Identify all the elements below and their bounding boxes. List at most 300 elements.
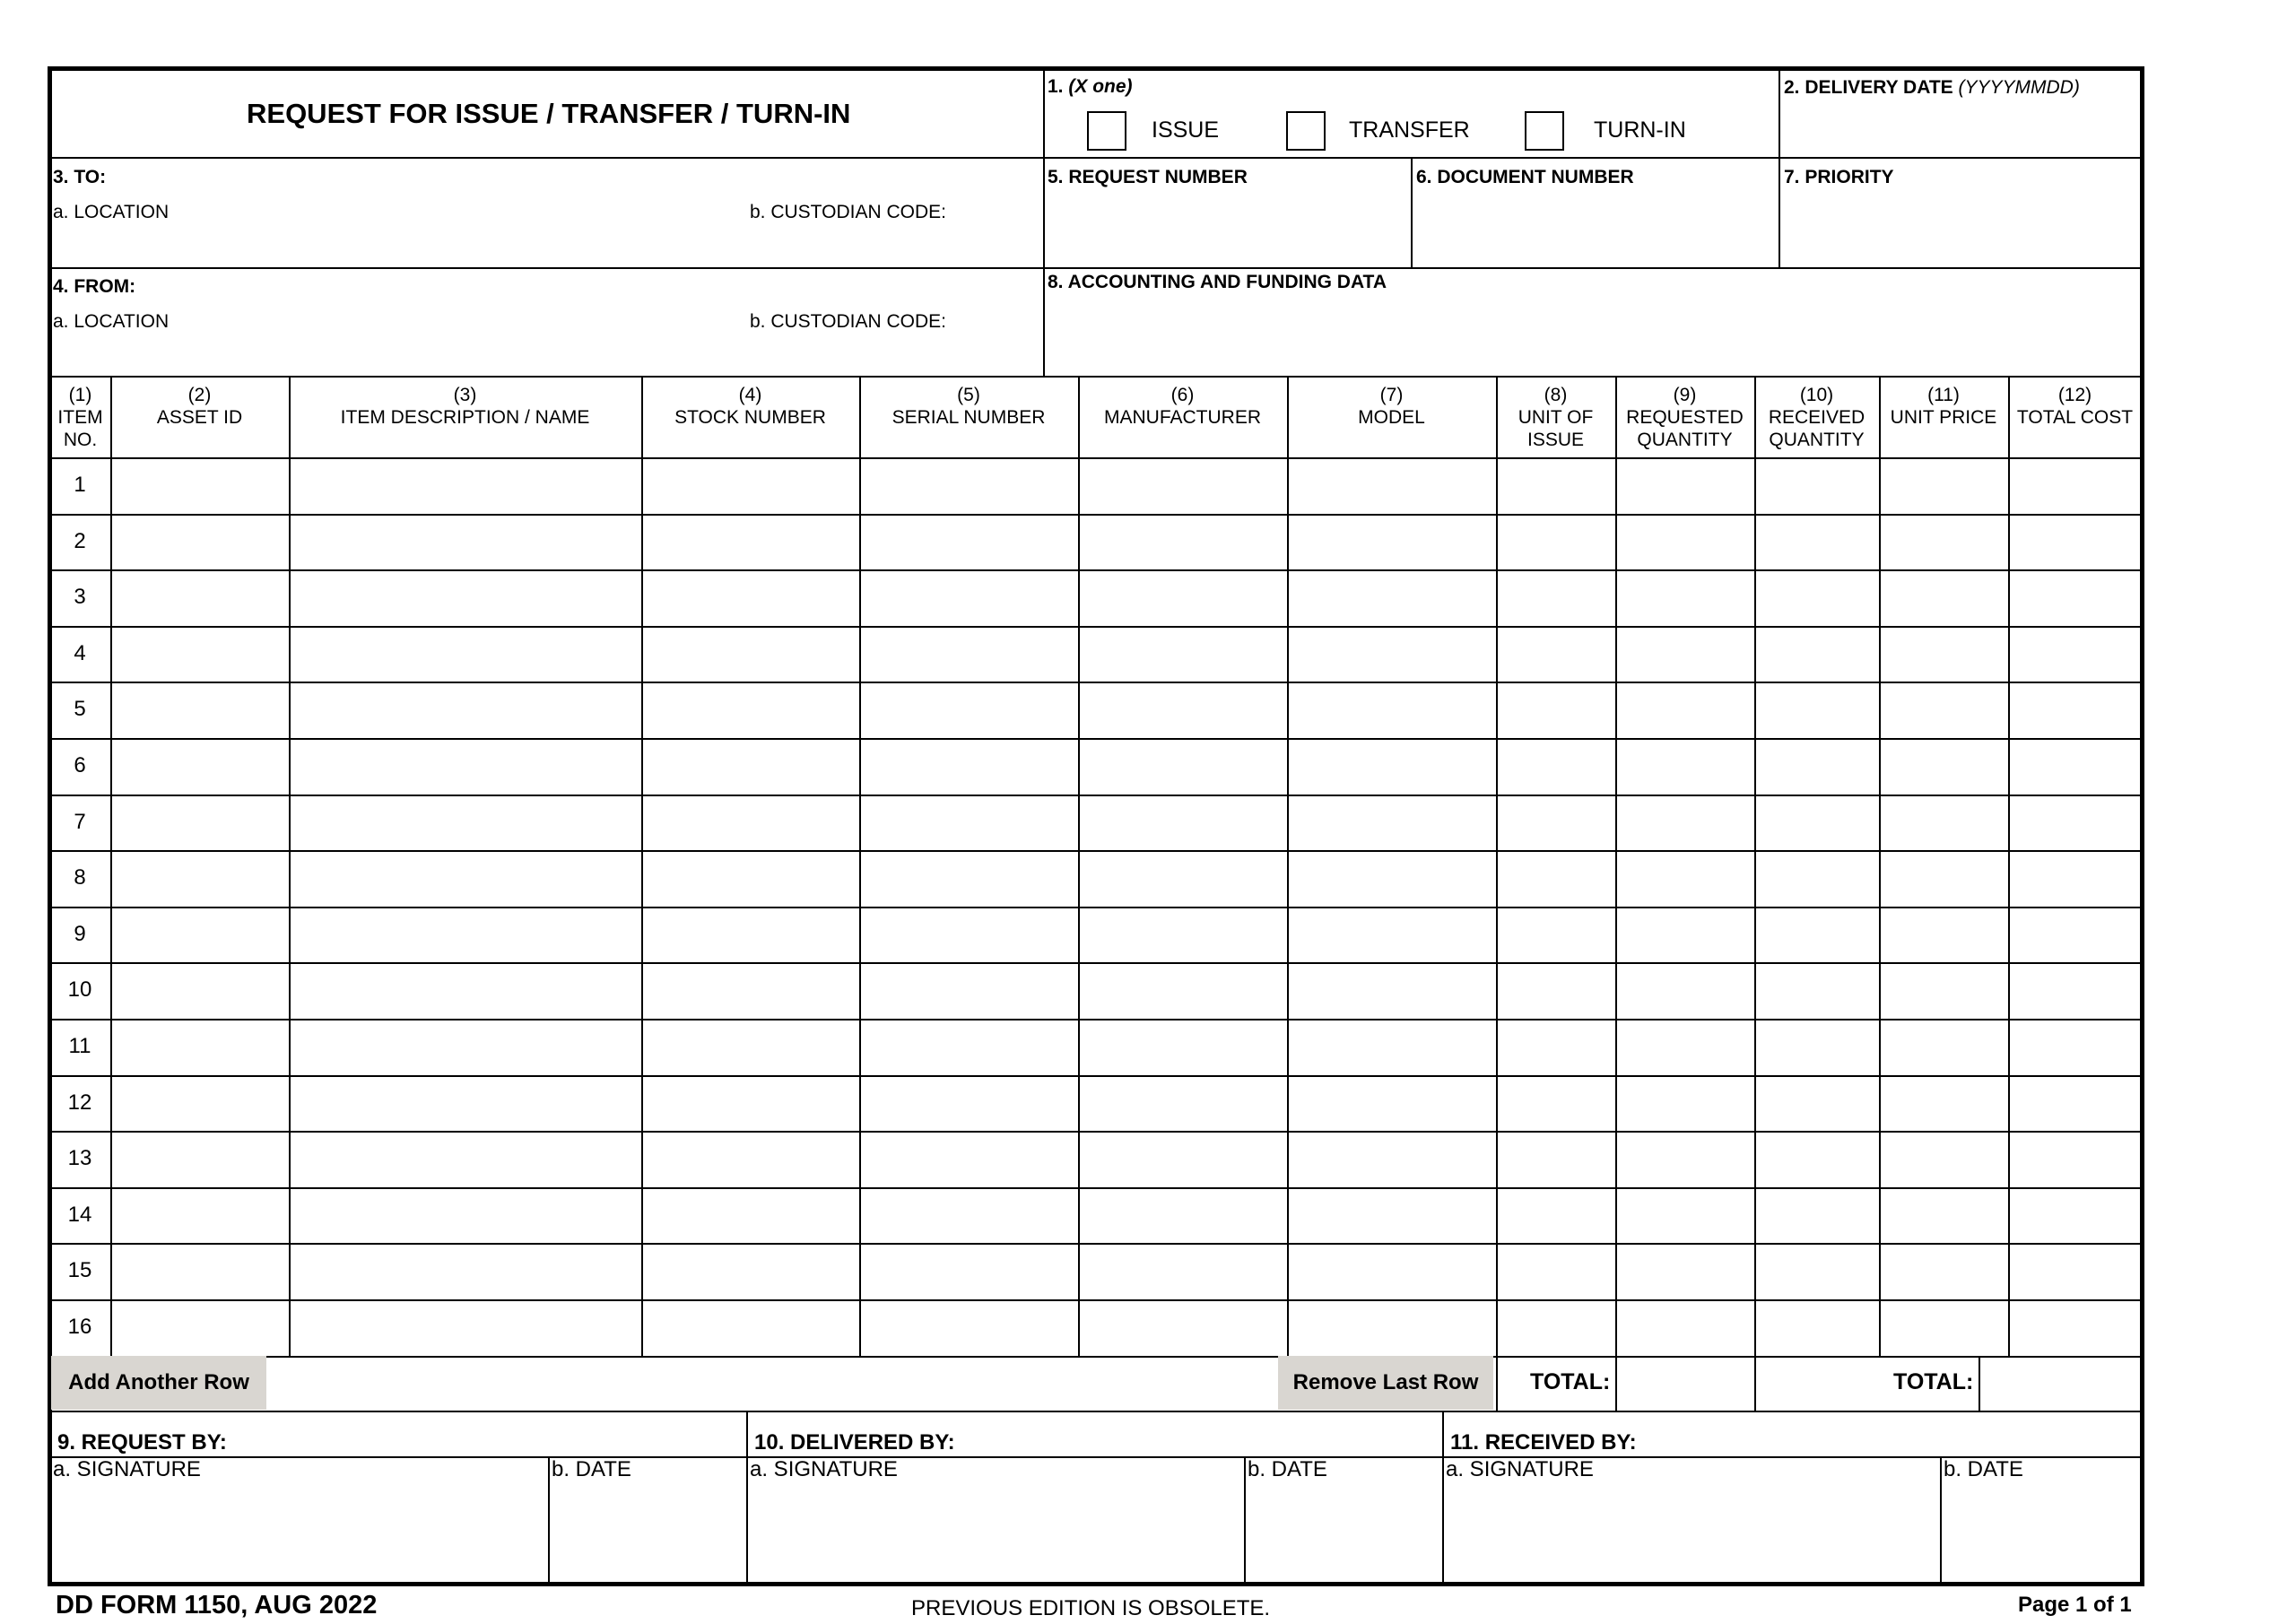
table-cell-input[interactable] — [862, 965, 1076, 1017]
block6-label: 6. DOCUMENT NUMBER — [1416, 167, 1634, 187]
column-header — [110, 384, 289, 429]
to-location-field[interactable] — [53, 226, 735, 264]
table-cell-input[interactable] — [2011, 1302, 2140, 1354]
column-number: (11) — [1927, 385, 1960, 405]
delivered-date-label: b. DATE — [1248, 1457, 1327, 1481]
table-cell-input[interactable] — [113, 684, 287, 736]
table-cell-input[interactable] — [644, 684, 857, 736]
block10-label: 10. DELIVERED BY: — [754, 1430, 955, 1455]
turn-in-label: TURN-IN — [1594, 117, 1686, 143]
column-header — [289, 384, 641, 429]
table-cell-input[interactable] — [644, 741, 857, 793]
item-number: 2 — [74, 529, 86, 553]
table-cell-input[interactable] — [1499, 572, 1613, 624]
table-cell-input[interactable] — [1081, 853, 1285, 905]
total-label-cost: TOTAL: — [1893, 1369, 1974, 1394]
table-cell-input[interactable] — [644, 853, 857, 905]
table-cell-input[interactable] — [1081, 1078, 1285, 1130]
column-title: ISSUE — [1526, 430, 1585, 450]
received-signature-field[interactable] — [1445, 1484, 1936, 1581]
table-cell-input[interactable] — [1290, 684, 1494, 736]
column-divider — [1496, 1356, 1498, 1411]
table-cell-input[interactable] — [1290, 741, 1494, 793]
delivered-signature-field[interactable] — [749, 1484, 1240, 1581]
table-cell-input[interactable] — [1081, 797, 1285, 849]
table-cell-input[interactable] — [1290, 853, 1494, 905]
edition-note: PREVIOUS EDITION IS OBSOLETE. — [911, 1596, 1271, 1620]
block2-label — [1784, 77, 2080, 99]
transfer-label: TRANSFER — [1349, 117, 1470, 143]
column-number: (2) — [187, 385, 212, 405]
table-cell-input[interactable] — [862, 1021, 1076, 1073]
table-cell-input[interactable] — [1757, 1302, 1877, 1354]
block11-label: 11. RECEIVED BY: — [1450, 1430, 1637, 1455]
table-cell-input[interactable] — [1499, 1246, 1613, 1298]
table-cell-input[interactable] — [1618, 797, 1752, 849]
column-title: REQUESTED — [1626, 407, 1744, 428]
column-title: NO. — [63, 430, 98, 450]
table-cell-input[interactable] — [1757, 853, 1877, 905]
request-date-field[interactable] — [551, 1484, 744, 1581]
table-cell-input[interactable] — [1757, 1133, 1877, 1185]
table-cell-input[interactable] — [1499, 965, 1613, 1017]
delivered-signature-label: a. SIGNATURE — [750, 1457, 898, 1481]
block4-label: 4. FROM: — [53, 276, 136, 297]
row-divider — [50, 1411, 2142, 1412]
table-cell-input[interactable] — [2011, 1078, 2140, 1130]
table-cell-input[interactable] — [1290, 629, 1494, 681]
table-cell-input[interactable] — [862, 1302, 1076, 1354]
table-cell-input[interactable] — [2011, 965, 2140, 1017]
table-cell-input[interactable] — [1882, 572, 2006, 624]
table-cell-input[interactable] — [862, 797, 1076, 849]
priority-field[interactable] — [1784, 192, 2135, 264]
table-cell-input[interactable] — [1499, 460, 1613, 512]
table-cell-input[interactable] — [1757, 797, 1877, 849]
table-cell-input[interactable] — [1499, 909, 1613, 961]
table-cell-input[interactable] — [2011, 629, 2140, 681]
table-cell-input[interactable] — [644, 1021, 857, 1073]
table-cell-input[interactable] — [644, 460, 857, 512]
table-cell-input[interactable] — [1499, 741, 1613, 793]
total-cost-field[interactable] — [1980, 1357, 2138, 1409]
table-cell-input[interactable] — [1757, 572, 1877, 624]
table-cell-input[interactable] — [291, 1190, 639, 1242]
table-cell-input[interactable] — [291, 629, 639, 681]
table-cell-input[interactable] — [1618, 517, 1752, 569]
table-cell-input[interactable] — [1618, 1246, 1752, 1298]
table-cell-input[interactable] — [113, 965, 287, 1017]
table-cell-input[interactable] — [1757, 1078, 1877, 1130]
table-cell-input[interactable] — [1757, 1021, 1877, 1073]
table-cell-input[interactable] — [113, 460, 287, 512]
block9-label: 9. REQUEST BY: — [57, 1430, 227, 1455]
table-cell-input[interactable] — [1081, 572, 1285, 624]
table-cell-input[interactable] — [113, 1021, 287, 1073]
column-title: MODEL — [1358, 407, 1425, 428]
table-cell-input[interactable] — [113, 1246, 287, 1298]
delivery-date-field[interactable] — [1785, 103, 2136, 152]
table-cell-input[interactable] — [644, 1078, 857, 1130]
delivered-date-field[interactable] — [1247, 1484, 1439, 1581]
row-divider — [50, 1187, 2142, 1189]
remove-last-row-button[interactable]: Remove Last Row — [1278, 1356, 1493, 1410]
item-number: 7 — [74, 810, 86, 834]
table-cell-input[interactable] — [1081, 1133, 1285, 1185]
table-cell-input[interactable] — [1290, 1133, 1494, 1185]
table-cell-input[interactable] — [1081, 1246, 1285, 1298]
table-cell-input[interactable] — [1081, 1302, 1285, 1354]
table-cell-input[interactable] — [113, 1133, 287, 1185]
table-cell-input[interactable] — [1499, 1302, 1613, 1354]
table-cell-input[interactable] — [2011, 572, 2140, 624]
item-number: 5 — [74, 697, 86, 721]
column-title: ASSET ID — [156, 407, 243, 428]
column-number: (10) — [1799, 385, 1834, 405]
table-cell-input[interactable] — [644, 1246, 857, 1298]
table-cell-input[interactable] — [1618, 1133, 1752, 1185]
document-number-field[interactable] — [1416, 192, 1775, 264]
table-cell-input[interactable] — [1618, 1021, 1752, 1073]
item-number: 6 — [74, 753, 86, 777]
block1-number: 1. — [1048, 76, 1064, 97]
table-cell-input[interactable] — [644, 909, 857, 961]
column-divider — [1615, 378, 1617, 1356]
table-cell-input[interactable] — [1290, 572, 1494, 624]
row-divider — [50, 682, 2142, 683]
table-cell-input[interactable] — [1499, 517, 1613, 569]
table-cell-input[interactable] — [862, 1133, 1076, 1185]
table-cell-input[interactable] — [1757, 684, 1877, 736]
table-cell-input[interactable] — [291, 460, 639, 512]
table-cell-input[interactable] — [862, 572, 1076, 624]
delivery-date-format: (YYYYMMDD) — [1958, 77, 2080, 98]
column-header — [859, 384, 1078, 429]
table-cell-input[interactable] — [862, 517, 1076, 569]
table-cell-input[interactable] — [291, 965, 639, 1017]
table-cell-input[interactable] — [1618, 853, 1752, 905]
table-cell-input[interactable] — [1618, 1190, 1752, 1242]
transfer-checkbox[interactable] — [1286, 111, 1326, 151]
table-cell-input[interactable] — [1882, 517, 2006, 569]
table-cell-input[interactable] — [2011, 460, 2140, 512]
column-divider — [1244, 1456, 1246, 1584]
column-header — [641, 384, 859, 429]
table-cell-input[interactable] — [1290, 1078, 1494, 1130]
table-cell-input[interactable] — [1882, 1133, 2006, 1185]
table-cell-input[interactable] — [862, 853, 1076, 905]
column-divider — [746, 1411, 748, 1584]
divider — [1779, 69, 1780, 268]
table-cell-input[interactable] — [644, 1133, 857, 1185]
divider — [1043, 69, 1045, 377]
table-cell-input[interactable] — [2011, 1133, 2140, 1185]
row-divider — [50, 1243, 2142, 1245]
table-cell-input[interactable] — [1290, 1190, 1494, 1242]
table-cell-input[interactable] — [1757, 1190, 1877, 1242]
table-cell-input[interactable] — [113, 741, 287, 793]
item-number: 4 — [74, 641, 86, 665]
issue-label: ISSUE — [1152, 117, 1220, 143]
item-number: 3 — [74, 585, 86, 609]
table-cell-input[interactable] — [862, 460, 1076, 512]
table-cell-input[interactable] — [1882, 1302, 2006, 1354]
column-divider — [110, 378, 112, 1356]
row-divider — [50, 1456, 2142, 1458]
table-cell-input[interactable] — [1081, 460, 1285, 512]
table-cell-input[interactable] — [1618, 909, 1752, 961]
table-cell-input[interactable] — [1290, 909, 1494, 961]
column-title: SERIAL NUMBER — [891, 407, 1046, 428]
table-cell-input[interactable] — [1290, 517, 1494, 569]
table-cell-input[interactable] — [1290, 965, 1494, 1017]
item-number: 10 — [67, 977, 92, 1002]
table-cell-input[interactable] — [291, 797, 639, 849]
table-cell-input[interactable] — [1757, 909, 1877, 961]
table-cell-input[interactable] — [1290, 797, 1494, 849]
table-cell-input[interactable] — [113, 797, 287, 849]
table-cell-input[interactable] — [1882, 1190, 2006, 1242]
table-cell-input[interactable] — [644, 965, 857, 1017]
table-cell-input[interactable] — [291, 1133, 639, 1185]
table-cell-input[interactable] — [1618, 684, 1752, 736]
column-title: UNIT OF — [1518, 407, 1594, 428]
item-number: 15 — [67, 1258, 92, 1282]
table-cell-input[interactable] — [1618, 460, 1752, 512]
table-cell-input[interactable] — [644, 517, 857, 569]
table-cell-input[interactable] — [113, 629, 287, 681]
table-cell-input[interactable] — [1618, 1078, 1752, 1130]
table-cell-input[interactable] — [1618, 572, 1752, 624]
table-cell-input[interactable] — [644, 1190, 857, 1242]
item-number: 12 — [67, 1090, 92, 1115]
received-date-label: b. DATE — [1944, 1457, 2023, 1481]
table-cell-input[interactable] — [1499, 1021, 1613, 1073]
table-cell-input[interactable] — [1081, 741, 1285, 793]
table-cell-input[interactable] — [1618, 741, 1752, 793]
column-divider — [1442, 1411, 1444, 1584]
table-cell-input[interactable] — [1081, 1190, 1285, 1242]
table-cell-input[interactable] — [1882, 460, 2006, 512]
table-cell-input[interactable] — [1618, 629, 1752, 681]
table-cell-input[interactable] — [291, 1302, 639, 1354]
table-cell-input[interactable] — [1081, 909, 1285, 961]
delivery-date-label: 2. DELIVERY DATE — [1784, 77, 1953, 98]
table-cell-input[interactable] — [862, 1190, 1076, 1242]
total-label-quantity: TOTAL: — [1530, 1369, 1611, 1394]
total-received-field[interactable] — [1756, 1357, 1878, 1409]
item-number: 9 — [74, 922, 86, 946]
column-divider — [1287, 378, 1289, 1356]
column-number: (1) — [68, 385, 92, 405]
table-cell-input[interactable] — [862, 741, 1076, 793]
table-cell-input[interactable] — [1882, 1021, 2006, 1073]
table-cell-input[interactable] — [1618, 1302, 1752, 1354]
table-cell-input[interactable] — [113, 572, 287, 624]
table-cell-input[interactable] — [1499, 629, 1613, 681]
table-cell-input[interactable] — [1290, 1302, 1494, 1354]
table-cell-input[interactable] — [1757, 965, 1877, 1017]
table-cell-input[interactable] — [1618, 965, 1752, 1017]
table-cell-input[interactable] — [1499, 853, 1613, 905]
table-cell-input[interactable] — [1882, 629, 2006, 681]
table-cell-input[interactable] — [1081, 629, 1285, 681]
table-cell-input[interactable] — [1081, 965, 1285, 1017]
table-cell-input[interactable] — [113, 517, 287, 569]
column-number: (6) — [1170, 385, 1195, 405]
to-custodian-label: b. CUSTODIAN CODE: — [750, 202, 946, 222]
table-cell-input[interactable] — [2011, 909, 2140, 961]
to-custodian-field[interactable] — [750, 226, 1037, 264]
row-divider — [50, 1299, 2142, 1301]
add-another-row-button[interactable]: Add Another Row — [51, 1356, 266, 1410]
table-cell-input[interactable] — [113, 1302, 287, 1354]
column-title: ITEM DESCRIPTION / NAME — [340, 407, 590, 428]
table-cell-input[interactable] — [1882, 684, 2006, 736]
table-cell-input[interactable] — [862, 909, 1076, 961]
to-location-label: a. LOCATION — [53, 202, 170, 222]
table-cell-input[interactable] — [862, 629, 1076, 681]
column-divider — [2008, 378, 2010, 1356]
table-cell-input[interactable] — [1081, 1021, 1285, 1073]
column-divider — [1078, 378, 1080, 1356]
table-cell-input[interactable] — [291, 517, 639, 569]
column-header — [1287, 384, 1496, 429]
table-cell-input[interactable] — [862, 1246, 1076, 1298]
column-title: MANUFACTURER — [1103, 407, 1261, 428]
received-date-field[interactable] — [1943, 1484, 2136, 1581]
block1-note: (X one) — [1068, 76, 1133, 97]
form-title: REQUEST FOR ISSUE / TRANSFER / TURN-IN — [247, 98, 851, 129]
table-cell-input[interactable] — [1757, 517, 1877, 569]
table-cell-input[interactable] — [1499, 797, 1613, 849]
table-cell-input[interactable] — [2011, 684, 2140, 736]
table-cell-input[interactable] — [291, 684, 639, 736]
table-cell-input[interactable] — [291, 572, 639, 624]
table-cell-input[interactable] — [1882, 853, 2006, 905]
table-cell-input[interactable] — [291, 853, 639, 905]
row-divider — [50, 850, 2142, 852]
table-cell-input[interactable] — [2011, 1190, 2140, 1242]
column-header — [2008, 384, 2142, 429]
table-cell-input[interactable] — [2011, 853, 2140, 905]
accounting-data-field[interactable] — [1048, 296, 2136, 373]
table-cell-input[interactable] — [113, 1190, 287, 1242]
table-cell-input[interactable] — [862, 1078, 1076, 1130]
table-cell-input[interactable] — [113, 909, 287, 961]
column-divider — [1496, 378, 1498, 1356]
table-cell-input[interactable] — [1290, 1246, 1494, 1298]
column-header — [1754, 384, 1879, 451]
table-cell-input[interactable] — [1290, 1021, 1494, 1073]
table-cell-input[interactable] — [1499, 1133, 1613, 1185]
column-title: QUANTITY — [1637, 430, 1733, 450]
table-cell-input[interactable] — [291, 909, 639, 961]
table-cell-input[interactable] — [1882, 741, 2006, 793]
issue-checkbox[interactable] — [1087, 111, 1126, 151]
row-divider — [50, 569, 2142, 571]
table-cell-input[interactable] — [1882, 909, 2006, 961]
column-number: (7) — [1379, 385, 1404, 405]
request-signature-field[interactable] — [53, 1484, 544, 1581]
from-location-field[interactable] — [53, 335, 735, 373]
table-cell-input[interactable] — [1882, 797, 2006, 849]
table-cell-input[interactable] — [644, 1302, 857, 1354]
request-number-field[interactable] — [1048, 192, 1406, 264]
item-number: 8 — [74, 865, 86, 890]
column-title: STOCK NUMBER — [674, 407, 826, 428]
column-header — [1615, 384, 1754, 451]
column-divider — [1940, 1456, 1942, 1584]
table-cell-input[interactable] — [2011, 1021, 2140, 1073]
column-number: (9) — [1673, 385, 1697, 405]
received-signature-label: a. SIGNATURE — [1446, 1457, 1594, 1481]
table-cell-input[interactable] — [291, 1078, 639, 1130]
table-cell-input[interactable] — [862, 684, 1076, 736]
block8-label: 8. ACCOUNTING AND FUNDING DATA — [1048, 272, 1387, 292]
table-cell-input[interactable] — [1757, 629, 1877, 681]
row-divider — [50, 1131, 2142, 1133]
column-number: (4) — [738, 385, 762, 405]
column-divider — [289, 378, 291, 1356]
table-cell-input[interactable] — [1757, 1246, 1877, 1298]
form-identifier: DD FORM 1150, AUG 2022 — [56, 1591, 378, 1620]
column-number: (8) — [1544, 385, 1568, 405]
row-divider — [50, 738, 2142, 740]
table-cell-input[interactable] — [291, 1246, 639, 1298]
column-divider — [1754, 378, 1756, 1356]
table-cell-input[interactable] — [2011, 517, 2140, 569]
table-cell-input[interactable] — [2011, 797, 2140, 849]
table-cell-input[interactable] — [1081, 684, 1285, 736]
column-header — [1879, 384, 2008, 429]
column-divider — [859, 378, 861, 1356]
table-cell-input[interactable] — [1290, 460, 1494, 512]
table-cell-input[interactable] — [644, 797, 857, 849]
divider — [50, 376, 2142, 378]
table-cell-input[interactable] — [1499, 1190, 1613, 1242]
table-cell-input[interactable] — [2011, 741, 2140, 793]
table-cell-input[interactable] — [113, 853, 287, 905]
table-cell-input[interactable] — [1757, 460, 1877, 512]
table-cell-input[interactable] — [644, 572, 857, 624]
table-cell-input[interactable] — [1081, 517, 1285, 569]
table-cell-input[interactable] — [1757, 741, 1877, 793]
table-cell-input[interactable] — [113, 1078, 287, 1130]
table-cell-input[interactable] — [1882, 1078, 2006, 1130]
column-header — [1078, 384, 1287, 429]
row-divider — [50, 626, 2142, 628]
table-cell-input[interactable] — [291, 1021, 639, 1073]
table-cell-input[interactable] — [644, 629, 857, 681]
item-number: 13 — [67, 1146, 92, 1170]
table-cell-input[interactable] — [1499, 684, 1613, 736]
row-divider — [50, 795, 2142, 796]
column-divider — [1879, 378, 1881, 1356]
turn-in-checkbox[interactable] — [1525, 111, 1564, 151]
table-cell-input[interactable] — [291, 741, 639, 793]
table-cell-input[interactable] — [1882, 1246, 2006, 1298]
from-custodian-field[interactable] — [750, 335, 1037, 373]
table-cell-input[interactable] — [1499, 1078, 1613, 1130]
table-cell-input[interactable] — [2011, 1246, 2140, 1298]
column-title: QUANTITY — [1769, 430, 1865, 450]
block3-label: 3. TO: — [53, 167, 107, 187]
request-date-label: b. DATE — [552, 1457, 631, 1481]
total-quantity-field[interactable] — [1616, 1357, 1754, 1409]
item-number: 16 — [67, 1315, 92, 1339]
table-cell-input[interactable] — [1882, 965, 2006, 1017]
